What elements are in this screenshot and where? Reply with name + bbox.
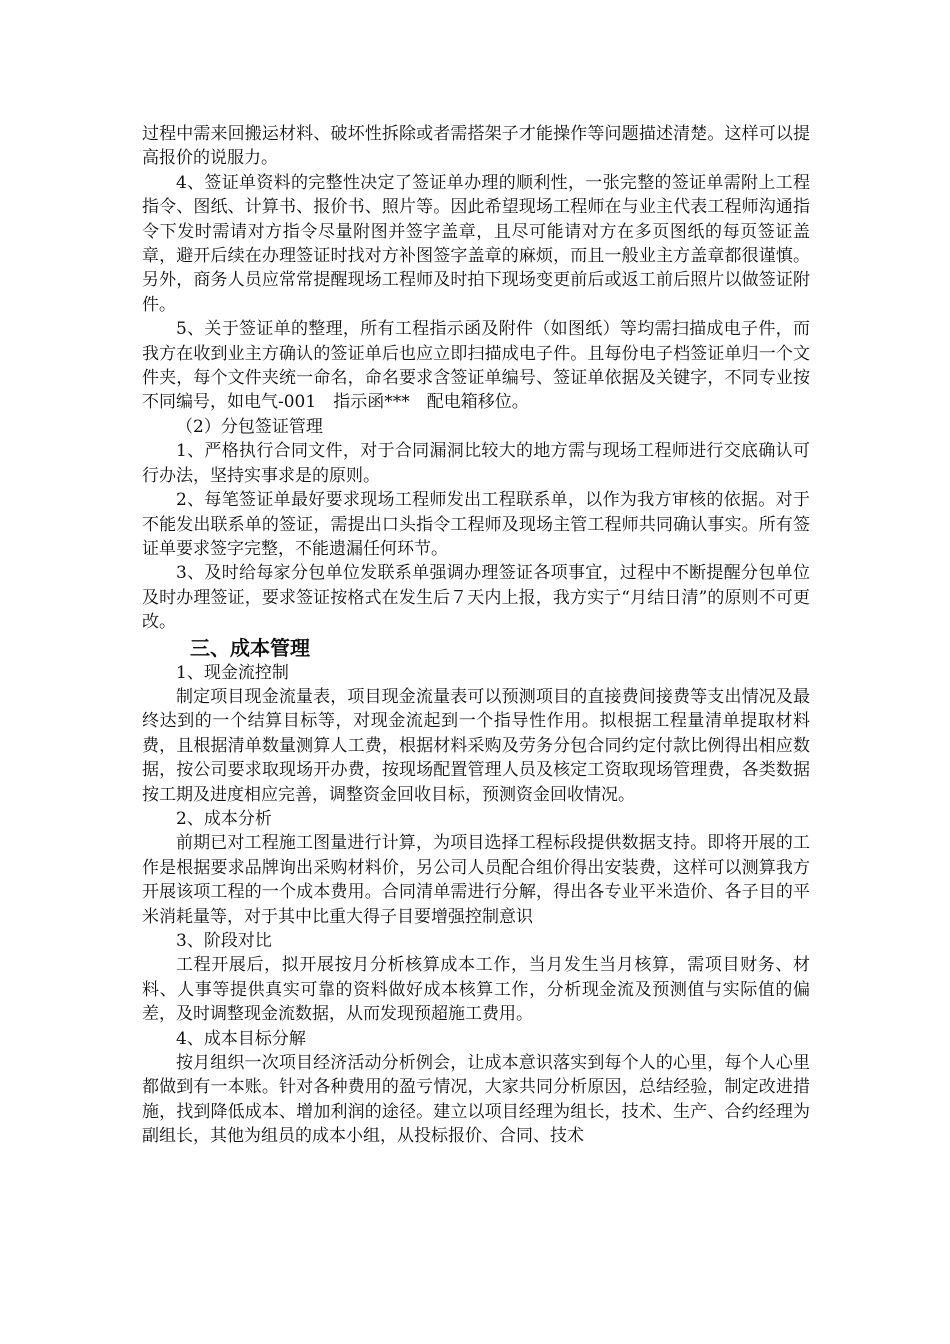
section-heading-cost-management: 三、成本管理	[190, 635, 310, 660]
paragraph-sub-item-2: 2、每笔签证单最好要求现场工程师发出工程联系单，以作为我方审核的依据。对于不能发出联系单的签证，需提出口头指令工程师及现场主管工程师共同确认事实。所有签证单要求签字完整，不能遗漏任何环节。	[142, 490, 810, 559]
paragraph-cost-analysis: 前期已对工程施工图量进行计算，为项目选择工程标段提供数据支持。即将开展的工作是根据要求品牌询出采购材料价，另公司人员配合组价得出安装费，这样可以测算我方开展该项工程的一个成本费用。合同清单需进行分解，得出各专业平米造价、各子目的平米消耗量等，对于其中比重大得子目要增强控制意识	[142, 833, 810, 927]
subheading-stage-comparison: 3、阶段对比	[176, 931, 272, 951]
paragraph-cost-target: 按月组织一次项目经济活动分析例会，让成本意识落实到每个人的心里，每个人心里都做到有一本账。针对各种费用的盈亏情况，大家共同分析原因，总结经验，制定改进措施，找到降低成本、增加利润的途径。建立以项目经理为组长，技术、生产、合约经理为副组长，其他为组员的成本小组，从投标报价、合同、技术	[142, 1053, 810, 1147]
subsection-title-subcontract-visa: （2）分包签证管理	[176, 416, 323, 437]
paragraph-stage-comparison: 工程开展后，拟开展按月分析核算成本工作，当月发生当月核算，需项目财务、材料、人事等提供真实可靠的资料做好成本核算工作，分析现金流及预测值与实际值的偏差，及时调整现金流数据，从而发现预超施工费用。	[142, 955, 810, 1025]
paragraph-item-5: 5、关于签证单的整理，所有工程指示函及附件（如图纸）等均需扫描成电子件，而我方在收到业主方确认的签证单后也应立即扫描成电子件。且每份电子档签证单归一个文件夹，每个文件夹统一命名，命名要求含签证单编号、签证单依据及关键字，不同专业按不同编号，如电气-001 指示函*** 配电箱移位。	[142, 319, 810, 413]
subheading-cash-flow: 1、现金流控制	[176, 662, 289, 683]
paragraph-continuation: 过程中需来回搬运材料、破坏性拆除或者需搭架子才能操作等问题描述清楚。这样可以提高报价的说服力。	[142, 124, 810, 169]
paragraph-sub-item-3: 3、及时给每家分包单位发联系单强调办理签证各项事宜，过程中不断提醒分包单位及时办理签证，要求签证按格式在发生后７天内上报，我方实亍“月结日清”的原则不可更改。	[142, 563, 810, 633]
subheading-cost-target: 4、成本目标分解	[176, 1028, 306, 1049]
document-page	[142, 122, 810, 1149]
paragraph-cash-flow: 制定项目现金流量表，项目现金流量表可以预测项目的直接费间接费等支出情况及最终达到的一个结算目标等，对现金流起到一个指导性作用。拟根据工程量清单提取材料费，且根据清单数量测算人工费，根据材料采购及劳务分包合同约定付款比例得出相应数据，按公司要求取现场开办费，按现场配置管理人员及核定工资取现场管理费，各类数据按工期及进度相应完善，调整资金回收目标，预测资金回收情况。	[142, 686, 810, 805]
subheading-cost-analysis: 2、成本分析	[176, 808, 272, 829]
paragraph-item-4: 4、签证单资料的完整性决定了签证单办理的顺利性，一张完整的签证单需附上工程指令、图纸、计算书、报价书、照片等。因此希望现场工程师在与业主代表工程师沟通指令下发时需请对方指令尽量附图并签字盖章，且尽可能请对方在多页图纸的每页签证盖章，避开后续在办理签证时找对方补图签字盖章的麻烦，而且一般业主方盖章都很谨慎。另外，商务人员应常常提醒现场工程师及时拍下现场变更前后或返工前后照片以做签证附件。	[142, 172, 810, 315]
paragraph-sub-item-1: 1、严格执行合同文件，对于合同漏洞比较大的地方需与现场工程师进行交底确认可行办法，坚持实事求是的原则。	[142, 441, 810, 486]
